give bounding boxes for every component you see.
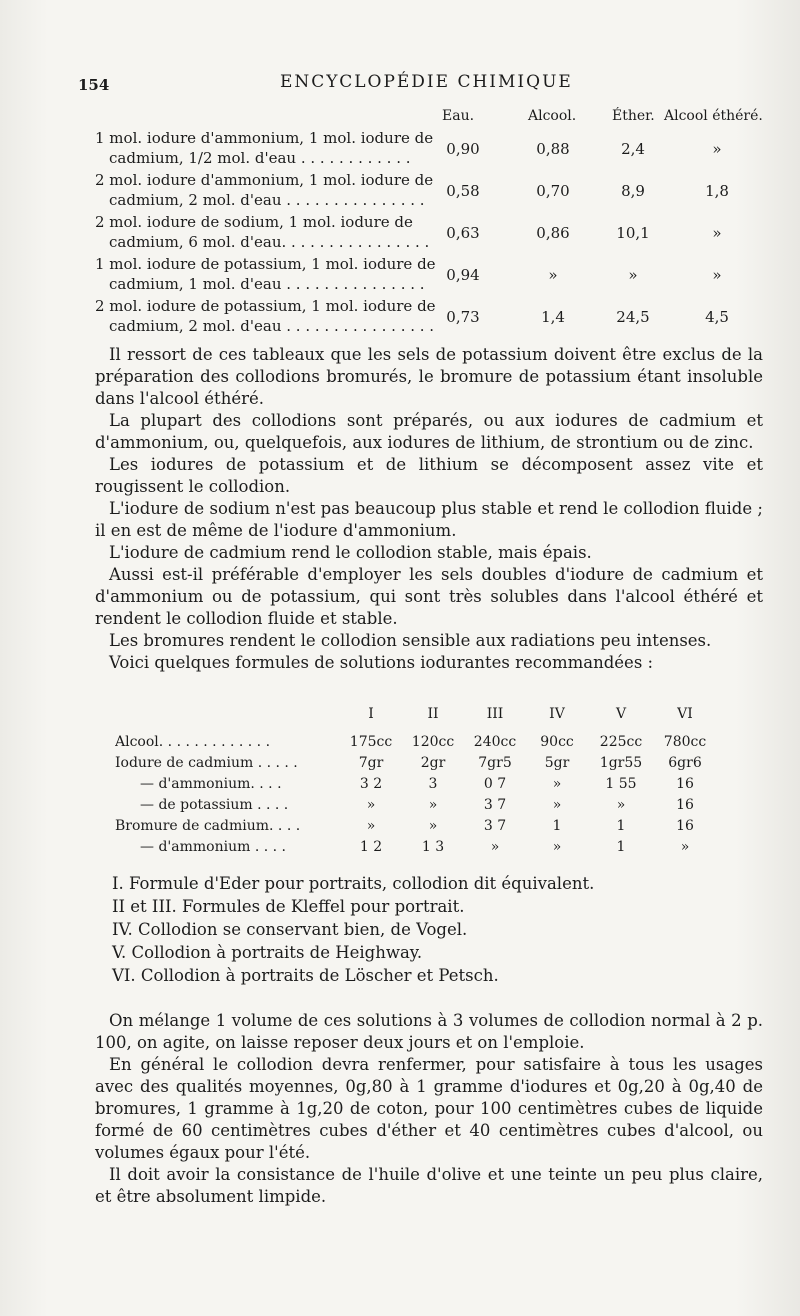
row-label: Bromure de cadmium. . . .	[115, 818, 301, 834]
page-header	[0, 72, 800, 96]
paragraph: Les iodures de potassium et de lithium se décomposent assez vite et rougissent le collodion.	[95, 455, 763, 496]
row-label: — d'ammonium. . . .	[140, 776, 282, 792]
note-item: VI. Collodion à portraits de Löscher et Petsch.	[112, 966, 499, 985]
body-text-1	[95, 344, 763, 674]
paragraph: On mélange 1 volume de ces solutions à 3 volumes de collodion normal à 2 p. 100, on agite, on laisse reposer deux jours et on l'emploie.	[95, 1011, 763, 1052]
table-row	[0, 734, 800, 755]
table-row	[0, 755, 800, 776]
column-header-ii: II	[427, 706, 439, 722]
formula-notes	[112, 872, 752, 987]
cell: 0,88	[536, 140, 570, 158]
paragraph: Voici quelques formules de solutions iodurantes recommandées :	[109, 653, 654, 672]
cell: 24,5	[616, 308, 650, 326]
cell: 16	[676, 818, 694, 834]
formula-table	[0, 706, 800, 856]
row-label: Iodure de cadmium . . . . .	[115, 755, 298, 771]
cell: 1	[552, 818, 562, 834]
row-label: — d'ammonium . . . .	[140, 839, 286, 855]
note-item: II et III. Formules de Kleffel pour portrait.	[112, 897, 465, 916]
cell: 3 7	[483, 818, 507, 834]
cell: 0,70	[536, 182, 570, 200]
cell: »	[548, 266, 558, 284]
cell: 1	[616, 818, 626, 834]
cell: »	[428, 797, 438, 813]
table-row	[0, 839, 800, 860]
cell: 10,1	[616, 224, 650, 242]
cell: 1gr55	[599, 755, 643, 771]
cell: »	[366, 818, 376, 834]
note-item: I. Formule d'Eder pour portraits, collodion dit équivalent.	[112, 874, 595, 893]
cell: 1,4	[541, 308, 565, 326]
table-row	[0, 797, 800, 818]
cell: »	[680, 839, 690, 855]
paragraph: Les bromures rendent le collodion sensible aux radiations peu intenses.	[109, 631, 712, 650]
column-header-alcool-ethere: Alcool éthéré.	[664, 108, 763, 124]
row-label: 2 mol. iodure d'ammonium, 1 mol. iodure de cadmium, 2 mol. d'eau . . . . . . . . . . . . . . .	[95, 171, 434, 209]
cell: »	[366, 797, 376, 813]
cell: 7gr	[358, 755, 384, 771]
table-row	[0, 296, 800, 340]
cell: 1 55	[605, 776, 637, 792]
cell: »	[616, 797, 626, 813]
cell: 5gr	[544, 755, 570, 771]
cell: »	[712, 224, 722, 242]
table-row	[0, 212, 800, 256]
solubility-table	[0, 108, 800, 338]
table-row	[0, 254, 800, 298]
cell: 6gr6	[668, 755, 702, 771]
cell: 7gr5	[478, 755, 512, 771]
cell: 3	[428, 776, 438, 792]
column-header-vi: VI	[677, 706, 693, 722]
cell: 1 3	[421, 839, 445, 855]
cell: 0,63	[446, 224, 480, 242]
cell: 175cc	[349, 734, 393, 750]
row-label: — de potassium . . . .	[140, 797, 289, 813]
cell: 0 7	[483, 776, 507, 792]
cell: »	[628, 266, 638, 284]
paragraph: L'iodure de sodium n'est pas beaucoup plus stable et rend le collodion fluide ; il en est de même de l'iodure d'ammonium.	[95, 499, 763, 540]
cell: »	[552, 776, 562, 792]
cell: 2,4	[621, 140, 645, 158]
cell: 16	[676, 776, 694, 792]
note-item: IV. Collodion se conservant bien, de Vogel.	[112, 920, 468, 939]
cell: 0,58	[446, 182, 480, 200]
cell: 0,86	[536, 224, 570, 242]
cell: 225cc	[599, 734, 643, 750]
cell: »	[712, 266, 722, 284]
paragraph: Il doit avoir la consistance de l'huile d'olive et une teinte un peu plus claire, et être absolument limpide.	[95, 1165, 763, 1206]
cell: 0,94	[446, 266, 480, 284]
column-header-iii: III	[486, 706, 504, 722]
row-label: 2 mol. iodure de potassium, 1 mol. iodure de cadmium, 2 mol. d'eau . . . . . . . . . . . . . . . .	[95, 297, 436, 335]
cell: 780cc	[663, 734, 707, 750]
cell: 1,8	[705, 182, 729, 200]
column-header-v: V	[615, 706, 627, 722]
paragraph: Aussi est-il préférable d'employer les sels doubles d'iodure de cadmium et d'ammonium ou de potassium, qui sont très solubles dans l'alcool éthéré et rendent le collodion fluide et stable.	[95, 565, 763, 628]
column-header-iv: IV	[549, 706, 565, 722]
cell: 240cc	[473, 734, 517, 750]
paragraph: La plupart des collodions sont préparés, ou aux iodures de cadmium et d'ammonium, ou, quelquefois, aux iodures de lithium, de strontium ou de zinc.	[95, 411, 763, 452]
cell: 2gr	[420, 755, 446, 771]
page-number: 154	[78, 76, 110, 94]
cell: 1	[616, 839, 626, 855]
cell: »	[552, 839, 562, 855]
cell: »	[428, 818, 438, 834]
table-row	[0, 818, 800, 839]
running-title: ENCYCLOPÉDIE CHIMIQUE	[280, 72, 573, 92]
row-label: 1 mol. iodure d'ammonium, 1 mol. iodure de cadmium, 1/2 mol. d'eau . . . . . . . . . . . .	[95, 129, 434, 167]
cell: 8,9	[621, 182, 645, 200]
table-row	[0, 776, 800, 797]
column-header-i: I	[368, 706, 374, 722]
cell: 3 2	[359, 776, 383, 792]
table-row	[0, 128, 800, 172]
cell: 1 2	[359, 839, 383, 855]
column-header-ether: Éther.	[612, 108, 655, 124]
cell: 3 7	[483, 797, 507, 813]
cell: 90cc	[540, 734, 574, 750]
cell: 4,5	[705, 308, 729, 326]
cell: »	[490, 839, 500, 855]
cell: 0,90	[446, 140, 480, 158]
row-label: 1 mol. iodure de potassium, 1 mol. iodure de cadmium, 1 mol. d'eau . . . . . . . . . . . . . . .	[95, 255, 436, 293]
table-row	[0, 170, 800, 214]
cell: »	[712, 140, 722, 158]
column-header-eau: Eau.	[442, 108, 475, 124]
note-item: V. Collodion à portraits de Heighway.	[112, 943, 423, 962]
column-header-alcool: Alcool.	[528, 108, 577, 124]
row-label: 2 mol. iodure de sodium, 1 mol. iodure de cadmium, 6 mol. d'eau. . . . . . . . . . . . . . . .	[95, 213, 430, 251]
cell: 120cc	[411, 734, 455, 750]
paragraph: En général le collodion devra renfermer, pour satisfaire à tous les usages avec des qualités moyennes, 0g,80 à 1 gramme d'iodures et 0g,20 à 0g,40 de bromures, 1 gramme à 1g,20 de coton, pour 100 centimètres cubes de liquide formé de 60 centimètres cubes d'éther et 40 centimètres cubes d'alcool, ou volumes égaux pour l'été.	[95, 1055, 763, 1162]
paragraph: L'iodure de cadmium rend le collodion stable, mais épais.	[109, 543, 592, 562]
cell: »	[552, 797, 562, 813]
cell: 16	[676, 797, 694, 813]
cell: 0,73	[446, 308, 480, 326]
row-label: Alcool. . . . . . . . . . . . .	[115, 734, 271, 750]
body-text-2	[95, 1010, 763, 1208]
paragraph: Il ressort de ces tableaux que les sels de potassium doivent être exclus de la préparation des collodions bromurés, le bromure de potassium étant insoluble dans l'alcool éthéré.	[95, 345, 763, 408]
